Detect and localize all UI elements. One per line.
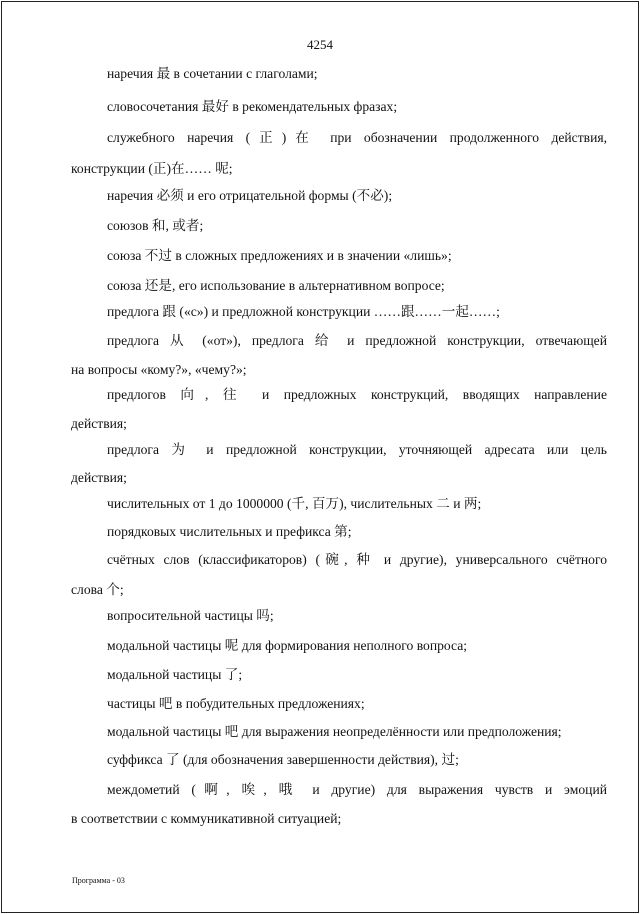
text-line: порядковых числительных и префикса 第; bbox=[107, 524, 352, 539]
text-line: служебного наречия (正)在 при обозначении продолженного действия, bbox=[107, 130, 607, 145]
text-line: союза 还是, его использование в альтернативном вопросе; bbox=[107, 278, 445, 293]
text-line: действия; bbox=[71, 470, 127, 485]
text-line: предлога 从 («от»), предлога 给 и предложной конструкции, отвечающей bbox=[107, 333, 607, 348]
text-line: слова 个; bbox=[71, 582, 124, 597]
text-line: предлога 跟 («с») и предложной конструкции ……跟……一起……; bbox=[107, 304, 500, 319]
footer-label: Программа - 03 bbox=[72, 876, 125, 885]
text-line: вопросительной частицы 吗; bbox=[107, 608, 274, 623]
text-line: предлогов 向, 往 и предложных конструкций, вводящих направление bbox=[107, 387, 607, 402]
text-line: модальной частицы 吧 для выражения неопределённости или предположения; bbox=[107, 724, 562, 739]
text-line: междометий (啊, 唉, 哦 и другие) для выражения чувств и эмоций bbox=[107, 782, 607, 797]
text-line: на вопросы «кому?», «чему?»; bbox=[71, 362, 247, 377]
text-line: действия; bbox=[71, 416, 127, 431]
text-line: числительных от 1 до 1000000 (千, 百万), числительных 二 и 两; bbox=[107, 496, 482, 511]
text-line: словосочетания 最好 в рекомендательных фразах; bbox=[107, 99, 398, 114]
text-line: наречия 必须 и его отрицательной формы (不必); bbox=[107, 188, 393, 203]
text-line: суффикса 了 (для обозначения завершенности действия), 过; bbox=[107, 752, 459, 767]
text-line: союзов 和, 或者; bbox=[107, 218, 204, 233]
text-line: наречия 最 в сочетании с глаголами; bbox=[107, 66, 318, 81]
text-line: конструкции (正)在…… 呢; bbox=[71, 161, 233, 176]
text-line: в соответствии с коммуникативной ситуацией; bbox=[71, 811, 342, 826]
text-line: модальной частицы 呢 для формирования неполного вопроса; bbox=[107, 638, 468, 653]
text-line: частицы 吧 в побудительных предложениях; bbox=[107, 696, 365, 711]
text-line: союза 不过 в сложных предложениях и в значении «лишь»; bbox=[107, 248, 452, 263]
text-line: предлога 为 и предложной конструкции, уточняющей адресата или цель bbox=[107, 442, 607, 457]
text-line: счётных слов (классификаторов) (碗, 种 и другие), универсального счётного bbox=[107, 552, 607, 567]
page-number: 4254 bbox=[307, 37, 333, 52]
text-line: модальной частицы 了; bbox=[107, 667, 243, 682]
